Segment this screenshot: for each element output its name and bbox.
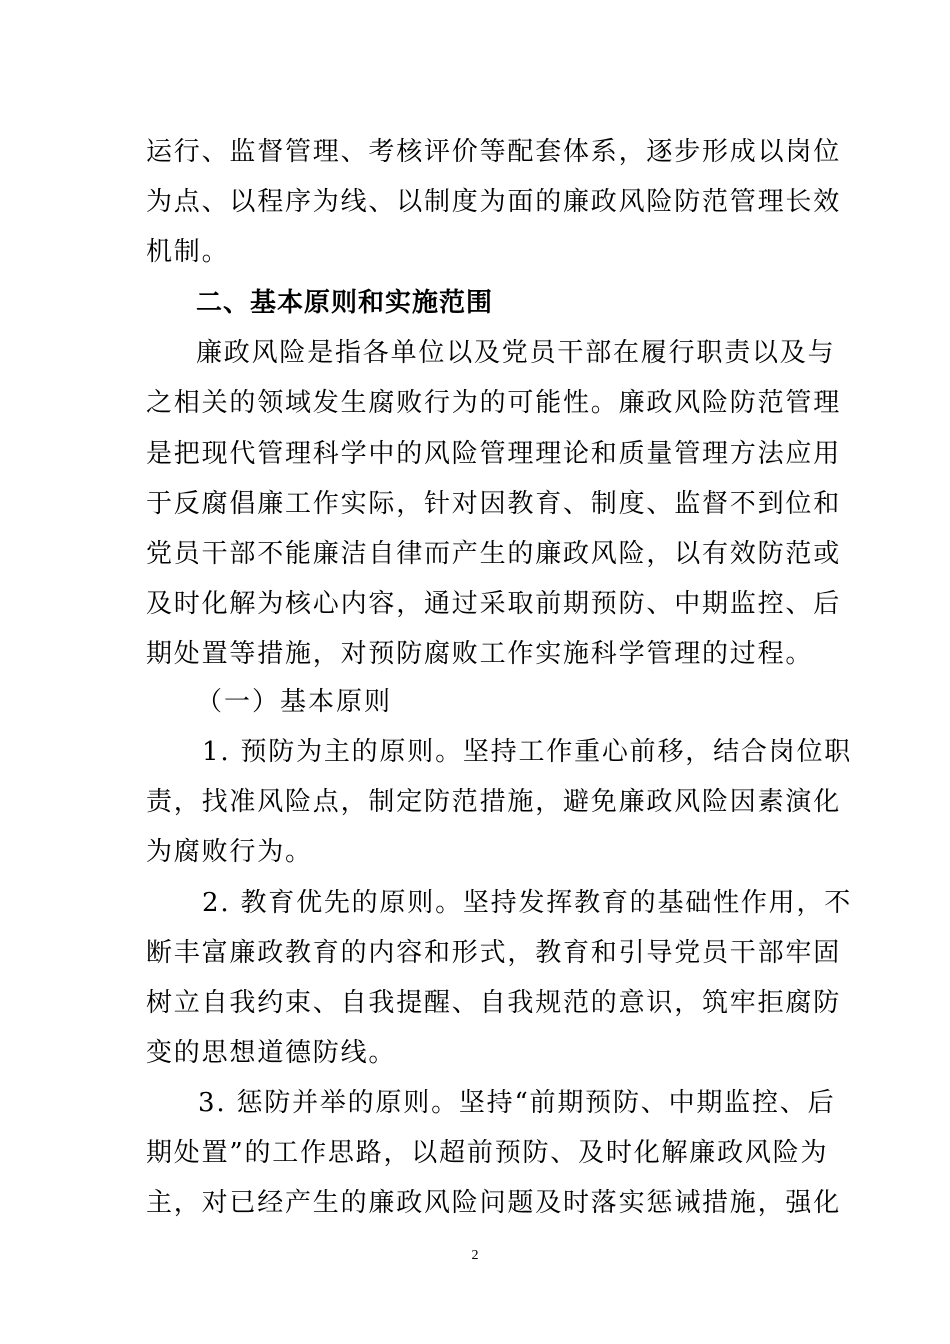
body-line: 变的思想道德防线。 xyxy=(146,1038,397,1068)
page-number: 2 xyxy=(471,1248,479,1263)
body-line: 为点、以程序为线、以制度为面的廉政风险防范管理长效 xyxy=(146,187,842,217)
subsection-heading: （一）基本原则 xyxy=(196,687,393,717)
body-line: 机制。 xyxy=(146,237,230,267)
body-line: 1. 预防为主的原则。坚持工作重心前移，结合岗位职 xyxy=(202,737,853,767)
body-line: 责，找准风险点，制定防范措施，避免廉政风险因素演化 xyxy=(146,787,842,817)
section-heading: 二、基本原则和实施范围 xyxy=(196,288,494,318)
body-line: 3. 惩防并举的原则。坚持“前期预防、中期监控、后 xyxy=(198,1088,836,1118)
body-line: 断丰富廉政教育的内容和形式，教育和引导党员干部牢固 xyxy=(146,938,842,968)
body-line: 廉政风险是指各单位以及党员干部在履行职责以及与 xyxy=(196,338,836,368)
body-line: 运行、监督管理、考核评价等配套体系，逐步形成以岗位 xyxy=(146,137,842,167)
body-line: 之相关的领域发生腐败行为的可能性。廉政风险防范管理 xyxy=(146,388,842,418)
body-line: 期处置等措施，对预防腐败工作实施科学管理的过程。 xyxy=(146,639,814,669)
body-line: 主，对已经产生的廉政风险问题及时落实惩诫措施，强化 xyxy=(146,1188,842,1218)
body-line: 党员干部不能廉洁自律而产生的廉政风险，以有效防范或 xyxy=(146,539,842,569)
body-line: 2. 教育优先的原则。坚持发挥教育的基础性作用，不 xyxy=(202,888,853,918)
body-line: 树立自我约束、自我提醒、自我规范的意识，筑牢拒腐防 xyxy=(146,988,842,1018)
body-line: 于反腐倡廉工作实际，针对因教育、制度、监督不到位和 xyxy=(146,489,842,519)
body-line: 为腐败行为。 xyxy=(146,837,313,867)
body-line: 是把现代管理科学中的风险管理理论和质量管理方法应用 xyxy=(146,439,842,469)
body-line: 及时化解为核心内容，通过采取前期预防、中期监控、后 xyxy=(146,589,842,619)
body-line: 期处置”的工作思路，以超前预防、及时化解廉政风险为 xyxy=(146,1138,829,1168)
